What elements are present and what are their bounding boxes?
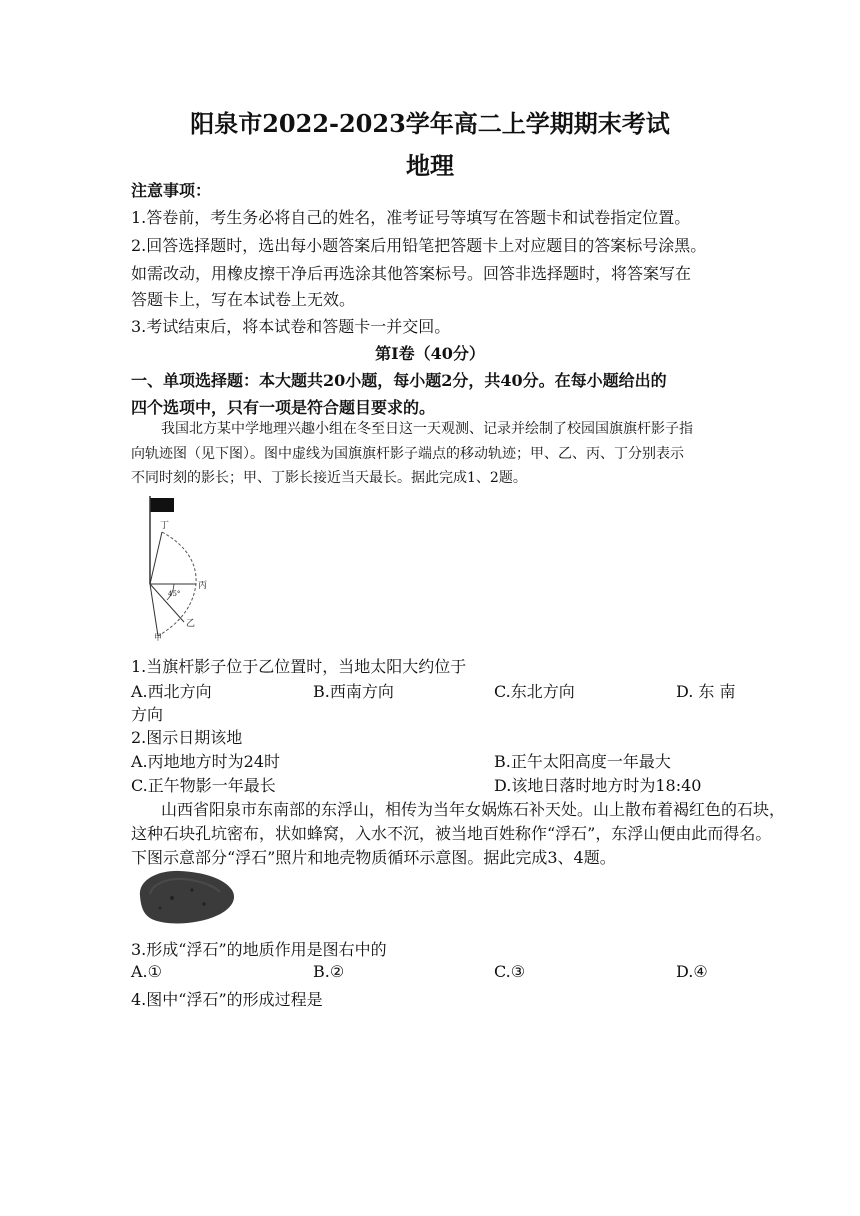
- question-1-option-a: A.西北方向: [131, 682, 212, 701]
- subject-title: 地理: [406, 151, 454, 180]
- passage-1-line-1: 我国北方某中学地理兴趣小组在冬至日这一天观测、记录并绘制了校园国旗旗杆影子指: [161, 421, 693, 437]
- section-instructions-line-2: 四个选项中，只有一项是符合题目要求的。: [131, 398, 436, 417]
- notice-heading: 注意事项：: [131, 181, 212, 200]
- flagpole-shadow-figure: [130, 492, 220, 642]
- passage-1-line-2: 向轨迹图（见下图）。图中虚线为国旗旗杆影子端点的移动轨迹；甲、乙、丙、丁分别表示: [131, 446, 684, 462]
- question-3-option-a: A.①: [131, 962, 162, 981]
- question-1-option-d: D. 东 南: [676, 682, 736, 701]
- passage-2-line-1: 山西省阳泉市东南部的东浮山，相传为当年女娲炼石补天处。山上散布着褐红色的石块，: [161, 800, 786, 819]
- section-title: 第Ⅰ卷（40分）: [375, 344, 485, 363]
- section-instructions-line-1: 一、单项选择题：本大题共20小题，每小题2分，共40分。在每小题给出的: [131, 371, 667, 390]
- question-2-option-c: C.正午物影一年最长: [131, 776, 276, 795]
- notice-item-2-line-3: 答题卡上，写在本试卷上无效。: [131, 290, 356, 309]
- flag-icon: [150, 498, 174, 512]
- question-2-stem: 2.图示日期该地: [131, 728, 243, 747]
- question-2-option-d: D.该地日落时地方时为18:40: [494, 776, 702, 795]
- question-1-option-b: B.西南方向: [313, 682, 394, 701]
- question-1-stem: 1.当旗杆影子位于乙位置时，当地太阳大约位于: [131, 657, 467, 676]
- notice-item-2-line-2: 如需改动，用橡皮擦干净后再选涂其他答案标号。回答非选择题时，将答案写在: [131, 264, 692, 283]
- pumice-stone-photo: [132, 866, 242, 928]
- notice-item-1: 1.答卷前，考生务必将自己的姓名，准考证号等填写在答题卡和试卷指定位置。: [131, 208, 691, 227]
- question-2-option-a: A.丙地地方时为24时: [131, 752, 281, 771]
- question-1-option-d-continued: 方向: [131, 705, 164, 724]
- page-title: 阳泉市2022-2023学年高二上学期期末考试: [190, 109, 670, 138]
- passage-2-line-2: 这种石块孔坑密布，状如蜂窝，入水不沉，被当地百姓称作“浮石”，东浮山便由此而得名。: [131, 824, 772, 843]
- shadow-line-ding: [150, 532, 162, 584]
- question-4-stem: 4.图中“浮石”的形成过程是: [131, 990, 323, 1009]
- notice-item-2-line-1: 2.回答选择题时，选出每小题答案后用铅笔把答题卡上对应题目的答案标号涂黑。: [131, 236, 707, 255]
- passage-1-line-3: 不同时刻的影长；甲、丁影长接近当天最长。据此完成1、2题。: [131, 470, 527, 486]
- question-3-option-b: B.②: [313, 962, 345, 981]
- label-ding: 丁: [160, 521, 170, 531]
- label-jia: 甲: [154, 633, 162, 642]
- notice-item-3: 3.考试结束后，将本试卷和答题卡一并交回。: [131, 317, 451, 336]
- label-yi: 乙: [186, 619, 196, 629]
- question-2-option-b: B.正午太阳高度一年最大: [494, 752, 671, 771]
- question-3-stem: 3.形成“浮石”的地质作用是图右中的: [131, 940, 387, 959]
- angle-label: 45°: [168, 590, 181, 598]
- label-bing: 丙: [198, 581, 208, 591]
- question-3-option-d: D.④: [676, 962, 708, 981]
- question-1-option-c: C.东北方向: [494, 682, 575, 701]
- question-3-option-c: C.③: [494, 962, 526, 981]
- passage-2-line-3: 下图示意部分“浮石”照片和地壳物质循环示意图。据此完成3、4题。: [131, 848, 616, 867]
